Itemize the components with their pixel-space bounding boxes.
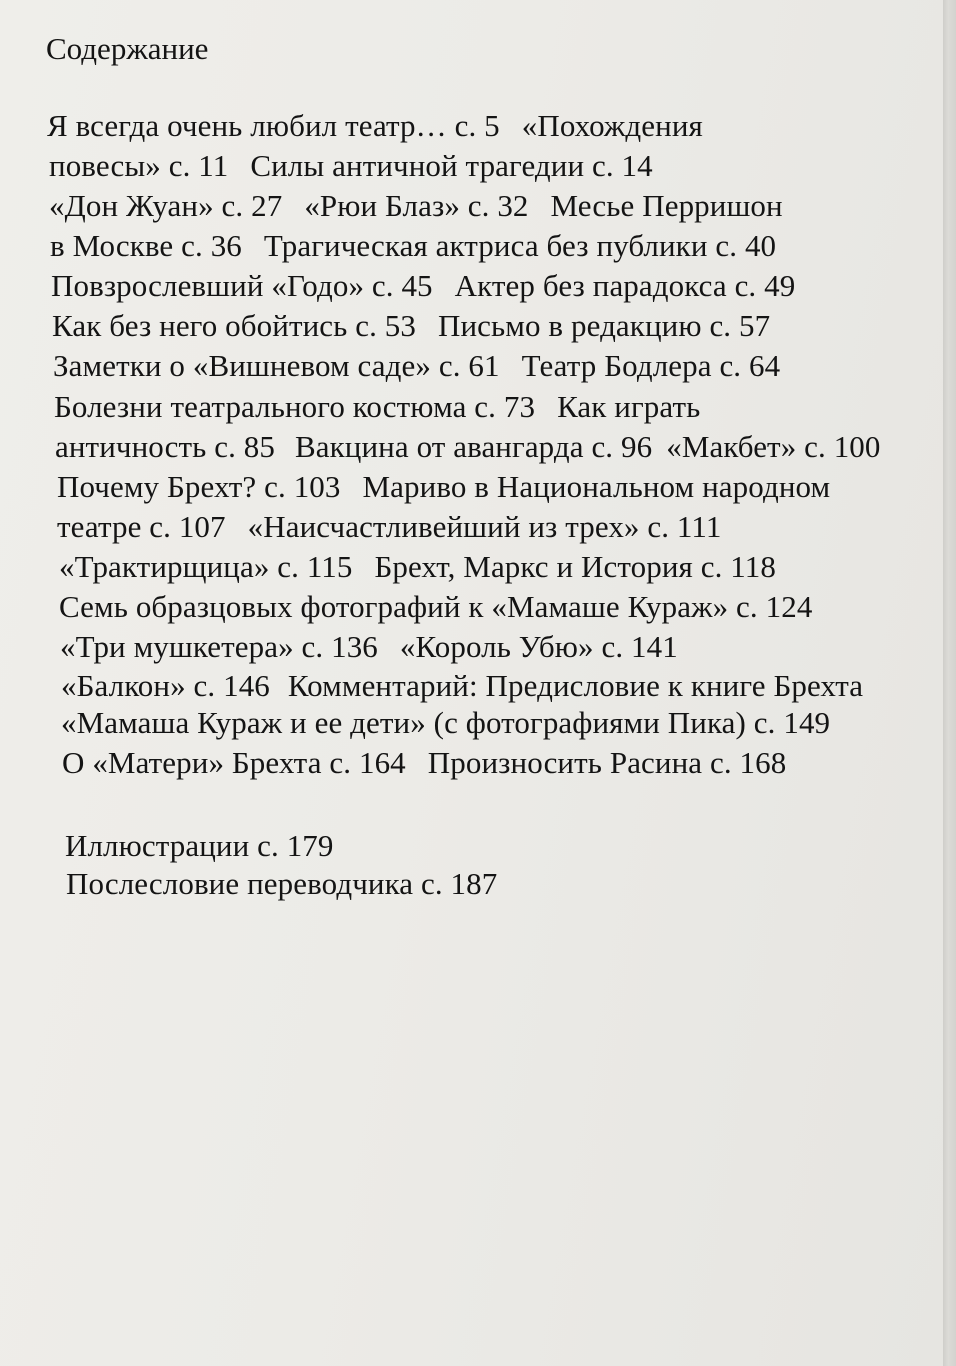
toc-entry: Письмо в редакцию с. 57: [437, 308, 771, 343]
toc-entry: Послесловие переводчика с. 187: [66, 866, 498, 901]
toc-line: [59, 549, 776, 585]
toc-entry: античность с. 85: [55, 429, 275, 464]
toc-entry: Как без него обойтись с. 53: [52, 308, 416, 343]
toc-entry: «Дон Жуан» с. 27: [49, 188, 283, 223]
toc-line: [59, 589, 812, 625]
toc-entry: Месье Перришон: [550, 188, 783, 223]
toc-entry: в Москве с. 36: [50, 228, 242, 263]
toc-entry: Вакцина от авангарда с. 96: [295, 429, 653, 464]
toc-entry: Мариво в Национальном народном: [362, 469, 831, 504]
toc-line: [50, 228, 776, 264]
toc-entry: Семь образцовых фотографий к «Мамаше Кураж» с. 124: [59, 589, 813, 624]
toc-entry: Иллюстрации с. 179: [65, 828, 334, 863]
toc-line: [49, 148, 653, 184]
toc-entry: Произносить Расина с. 168: [427, 745, 787, 780]
toc-line: [49, 188, 783, 224]
appendix-line: [66, 866, 497, 902]
toc-entry: «Трактирщица» с. 115: [59, 549, 353, 584]
toc-entry: Трагическая актриса без публики с. 40: [263, 228, 777, 263]
toc-entry: Повзрослевший «Годо» с. 45: [51, 268, 433, 303]
toc-entry: театре с. 107: [57, 509, 226, 544]
toc-line: [54, 389, 700, 425]
toc-entry: «Наисчастливейший из трех» с. 111: [247, 509, 722, 544]
toc-entry: Болезни театрального костюма с. 73: [54, 389, 536, 424]
toc-entry: Брехт, Маркс и История с. 118: [374, 549, 776, 584]
appendix-line: [65, 828, 334, 864]
toc-entry: О «Матери» Брехта с. 164: [62, 745, 406, 780]
page-edge: [943, 0, 956, 1366]
toc-entry: «Рюи Блаз» с. 32: [304, 188, 529, 223]
toc-entry: Заметки о «Вишневом саде» с. 61: [53, 348, 500, 383]
contents-title: Содержание: [46, 31, 209, 66]
toc-entry: «Макбет» с. 100: [666, 429, 881, 464]
toc-entry: Силы античной трагедии с. 14: [250, 148, 653, 183]
toc-entry: Как играть: [557, 389, 701, 424]
toc-entry: «Мамаша Кураж и ее дети» (с фотографиями Пика) с. 149: [61, 705, 831, 740]
toc-entry: Актер без парадокса с. 49: [454, 268, 796, 303]
toc-entry: повесы» с. 11: [49, 148, 229, 183]
toc-entry: Комментарий: Предисловие к книге Брехта: [287, 668, 864, 703]
toc-entry: «Король Убю» с. 141: [399, 629, 678, 664]
toc-line: [60, 629, 678, 665]
toc-line: [53, 348, 780, 384]
toc-line: [62, 745, 786, 781]
toc-entry: «Три мушкетера» с. 136: [60, 629, 378, 664]
toc-line: [57, 509, 721, 545]
toc-entry: Я всегда очень любил театр… с. 5: [47, 108, 500, 143]
toc-line: [61, 705, 830, 741]
toc-line: [51, 268, 795, 304]
toc-entry: Театр Бодлера с. 64: [521, 348, 781, 383]
toc-entry: Почему Брехт? с. 103: [57, 469, 341, 504]
toc-line: [52, 308, 770, 344]
toc-line: [57, 469, 830, 505]
toc-line: [47, 108, 703, 144]
toc-entry: «Похождения: [521, 108, 703, 143]
toc-entry: «Балкон» с. 146: [61, 668, 270, 703]
toc-line: [61, 668, 863, 704]
toc-line: [55, 429, 881, 465]
